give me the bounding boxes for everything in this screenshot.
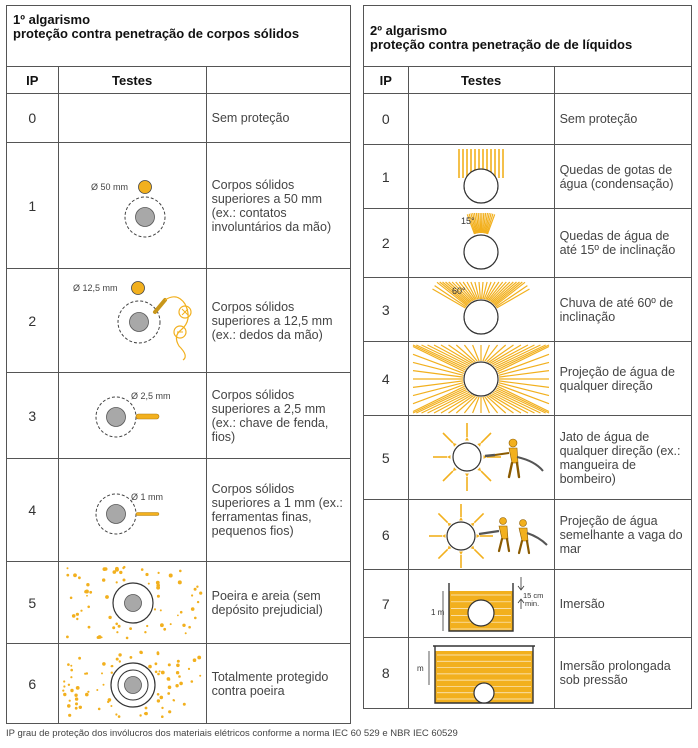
- diameter-label: Ø 2,5 mm: [131, 390, 171, 401]
- ip-code: 1: [364, 145, 409, 209]
- diameter-label: Ø 50 mm: [91, 181, 129, 192]
- table-row: [7, 269, 351, 373]
- liquids-title-line1: 2º algarismo: [370, 23, 448, 38]
- table-row: [364, 638, 692, 709]
- enclosure-icon: [447, 522, 475, 550]
- ip-description: Chuva de até 60º de inclinação: [554, 278, 691, 342]
- solids-title-line2: proteção contra penetração de corpos sólidos: [13, 26, 300, 41]
- angle-label: 15°: [461, 215, 475, 226]
- table-row: [364, 416, 692, 500]
- test-illustration: [409, 501, 553, 569]
- ip-code: 2: [364, 209, 409, 278]
- table-row: [364, 145, 692, 209]
- test-illustration: [59, 563, 205, 643]
- table-row: [7, 373, 351, 459]
- test-illustration: [59, 270, 205, 372]
- footnote: IP grau de proteção dos invólucros dos materiais elétricos conforme a norma IEC 60 529 e NBR IEC 60529: [6, 728, 458, 739]
- live-part-icon: [136, 207, 155, 226]
- ip-code: 3: [7, 373, 59, 459]
- ip-code: 5: [364, 416, 409, 500]
- test-wire-icon: [136, 512, 159, 515]
- ip-description: Corpos sólidos superiores a 50 mm (ex.: contatos involuntários da mão): [206, 143, 350, 269]
- min-depth-label: 15 cm: [523, 590, 544, 600]
- live-part-icon: [125, 594, 142, 611]
- ip-code: 0: [364, 94, 409, 145]
- ip-description: Sem proteção: [554, 94, 691, 145]
- ip-description: Sem proteção: [206, 94, 350, 143]
- solids-title-line1: 1º algarismo: [13, 12, 91, 27]
- test-illustration: [409, 639, 553, 708]
- liquids-title-line2: proteção contra penetração de de líquidos: [370, 37, 633, 52]
- solids-col-desc: [206, 67, 350, 94]
- table-row: [364, 500, 692, 570]
- live-part-icon: [125, 676, 142, 693]
- ip-description: Corpos sólidos superiores a 1 mm (ex.: ferramentas finas, pequenos fios): [206, 459, 350, 562]
- ip-description: Imersão: [554, 570, 691, 638]
- solids-title: [7, 6, 351, 67]
- enclosure-icon: [464, 362, 498, 396]
- test-illustration: [409, 210, 553, 277]
- depth-label: m: [417, 663, 424, 673]
- liquids-col-tests: Testes: [408, 67, 554, 94]
- ip-code: 7: [364, 570, 409, 638]
- ip-code: 1: [7, 143, 59, 269]
- ip-description: Quedas de gotas de água (condensação): [554, 145, 691, 209]
- ip-code: 8: [364, 638, 409, 709]
- ip-description: Jato de água de qualquer direção (ex.: mangueira de bombeiro): [554, 416, 691, 500]
- test-illustration: [409, 343, 553, 415]
- table-row: [7, 94, 351, 143]
- depth-label: 1 m: [431, 607, 445, 617]
- table-row: [364, 94, 692, 145]
- diameter-label: Ø 12,5 mm: [73, 282, 118, 293]
- test-illustration: [409, 571, 553, 637]
- live-part-icon: [107, 504, 126, 523]
- ip-description: Projeção de água semelhante a vaga do mar: [554, 500, 691, 570]
- live-part-icon: [107, 407, 126, 426]
- solids-col-tests: Testes: [58, 67, 206, 94]
- diameter-label: Ø 1 mm: [131, 491, 164, 502]
- test-illustration: [59, 460, 205, 561]
- ip-description: Imersão prolongada sob pressão: [554, 638, 691, 709]
- table-row: [7, 562, 351, 644]
- test-illustration: [409, 279, 553, 341]
- ip-code: 5: [7, 562, 59, 644]
- ip-code: 6: [7, 644, 59, 724]
- ip-description: Projeção de água de qualquer direção: [554, 342, 691, 416]
- ip-description: Corpos sólidos superiores a 2,5 mm (ex.: chave de fenda, fios): [206, 373, 350, 459]
- firefighter-hose-icon: [485, 439, 543, 477]
- ip-description: Quedas de água de até 15º de inclinação: [554, 209, 691, 278]
- enclosure-icon: [474, 683, 494, 703]
- test-illustration: [59, 144, 205, 268]
- test-illustration: [59, 645, 205, 723]
- ip-code: 4: [364, 342, 409, 416]
- enclosure-icon: [468, 600, 494, 626]
- ip-code: 6: [364, 500, 409, 570]
- table-row: [7, 644, 351, 724]
- min-label: min.: [525, 598, 540, 608]
- live-part-icon: [130, 312, 149, 331]
- ip-code: 4: [7, 459, 59, 562]
- angle-label: 60°: [452, 285, 466, 296]
- enclosure-icon: [453, 443, 481, 471]
- test-finger-icon: [155, 296, 191, 359]
- ip-description: Poeira e areia (sem depósito prejudicial): [206, 562, 350, 644]
- table-row: [7, 143, 351, 269]
- table-row: [7, 459, 351, 562]
- test-rod-icon: [136, 414, 159, 419]
- liquids-col-desc: [554, 67, 691, 94]
- test-illustration: [59, 374, 205, 458]
- table-row: [364, 570, 692, 638]
- table-row: [364, 278, 692, 342]
- ip-description: Totalmente protegido contra poeira: [206, 644, 350, 724]
- test-illustration: [409, 146, 553, 208]
- table-row: [364, 342, 692, 416]
- enclosure-icon: [464, 300, 498, 334]
- table-row: [364, 209, 692, 278]
- ip-code: 2: [7, 269, 59, 373]
- liquids-table: [363, 5, 692, 709]
- solids-table: [6, 5, 351, 724]
- ip-description: Corpos sólidos superiores a 12,5 mm (ex.: dedos da mão): [206, 269, 350, 373]
- test-illustration: [58, 94, 206, 143]
- enclosure-icon: [464, 235, 498, 269]
- test-illustration: [409, 417, 553, 499]
- probe-sphere-icon: [139, 180, 152, 193]
- enclosure-icon: [464, 169, 498, 203]
- solids-col-ip: IP: [7, 67, 59, 94]
- liquids-col-ip: IP: [364, 67, 409, 94]
- ip-code: 3: [364, 278, 409, 342]
- ip-code: 0: [7, 94, 59, 143]
- test-illustration: [408, 94, 554, 145]
- probe-sphere-icon: [132, 281, 145, 294]
- liquids-title: [364, 6, 692, 67]
